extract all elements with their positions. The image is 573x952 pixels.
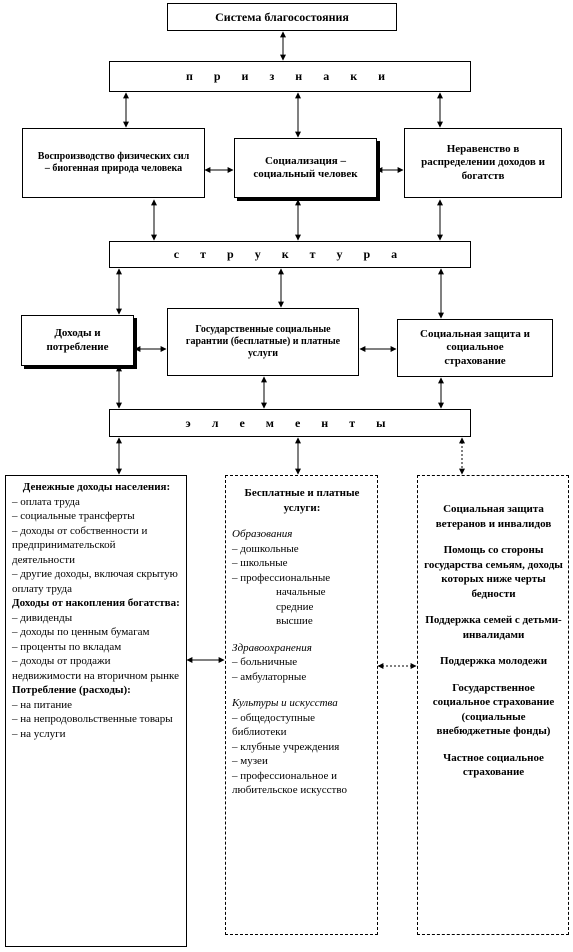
structure-banner [109, 241, 471, 268]
column-line: – оплата труда [12, 495, 80, 508]
column-line: – музеи [232, 755, 268, 768]
structure-box-left [21, 315, 134, 366]
spacer [424, 531, 563, 543]
structure-banner-label: с т р у к т у р а [173, 247, 407, 262]
column-line: Помощь со стороны государства семьям, доходы которых ниже черты бедности [424, 544, 563, 600]
column-line: Образования [232, 528, 293, 541]
column-line: – доходы от собственности и предпринимательской деятельности [12, 524, 148, 566]
sign-left-text: Воспроизводство физических сил – биогенная природа человека [37, 151, 190, 174]
column-line: Денежные доходы населения: [22, 481, 171, 493]
signs-banner-label: п р и з н а к и [185, 69, 395, 84]
column-line: Доходы от накопления богатства: [12, 597, 180, 610]
column-line: – на непродовольственные товары [12, 713, 173, 726]
structure-right-text: Социальная защита и социальное страхование [420, 328, 530, 367]
sign-right-text: Неравенство в распределении доходов и богатств [421, 143, 545, 182]
column-line: средние [276, 600, 314, 613]
structure-box-right [397, 319, 553, 377]
column-line: – проценты по вкладам [12, 640, 122, 653]
sign-box-center [234, 138, 377, 198]
spacer [232, 684, 372, 696]
spacer [424, 739, 563, 751]
column-line: – общедоступные библиотеки [232, 711, 316, 739]
spacer [424, 669, 563, 681]
column-line: Поддержка молодежи [439, 655, 548, 668]
column-line: – дивиденды [12, 611, 73, 624]
column-line: – на услуги [12, 727, 66, 740]
spacer [232, 629, 372, 641]
column-social-protection [417, 475, 569, 935]
column-line: – социальные трансферты [12, 510, 135, 523]
column-line: – доходы от продажи недвижимости на вторичном рынке [12, 655, 179, 682]
column-line: Государственное социальное страхование (социальные внебюджетные фонды) [432, 681, 555, 738]
structure-box-center [167, 308, 359, 376]
column-line: Культуры и искусства [232, 697, 338, 710]
column-line: – клубные учреждения [232, 740, 340, 753]
column-line: Бесплатные и платные услуги: [244, 487, 360, 514]
title-box [167, 3, 397, 31]
column-line: – доходы по ценным бумагам [12, 626, 150, 639]
column-services [225, 475, 378, 935]
column-line: Здравоохранения [232, 641, 312, 654]
column-line: – на питание [12, 698, 73, 711]
column-line: – другие доходы, включая скрытую оплату труда [12, 568, 178, 595]
elements-banner [109, 409, 471, 437]
column-line: – больничные [232, 656, 298, 669]
structure-center-text: Государственные социальные гарантии (бесплатные) и платные услуги [185, 324, 341, 359]
column-incomes [5, 475, 187, 947]
column-line: – школьные [232, 557, 288, 570]
column-line: Поддержка семей с детьми-инвалидами [425, 614, 562, 641]
sign-box-left [22, 128, 205, 198]
spacer [232, 515, 372, 527]
signs-banner [109, 61, 471, 92]
column-line: Потребление (расходы): [12, 684, 131, 697]
column-line: – дошкольные [232, 542, 299, 555]
column-line: Частное социальное страхование [443, 751, 544, 779]
column-line: – амбулаторные [232, 670, 307, 683]
structure-left-text: Доходы и потребление [46, 327, 109, 353]
column-line: начальные [276, 586, 326, 599]
column-line: высшие [276, 615, 313, 628]
column-line: Социальная защита ветеранов и инвалидов [435, 503, 552, 530]
elements-banner-label: э л е м е н т ы [185, 415, 395, 430]
column-line: – профессиональное и любительское искусство [232, 769, 347, 797]
column-line: – профессиональные [232, 571, 331, 584]
spacer [424, 642, 563, 654]
sign-center-text: Социализация – социальный человек [253, 154, 358, 180]
page-title: Система благосостояния [215, 9, 349, 24]
sign-box-right [404, 128, 562, 198]
spacer [424, 601, 563, 613]
